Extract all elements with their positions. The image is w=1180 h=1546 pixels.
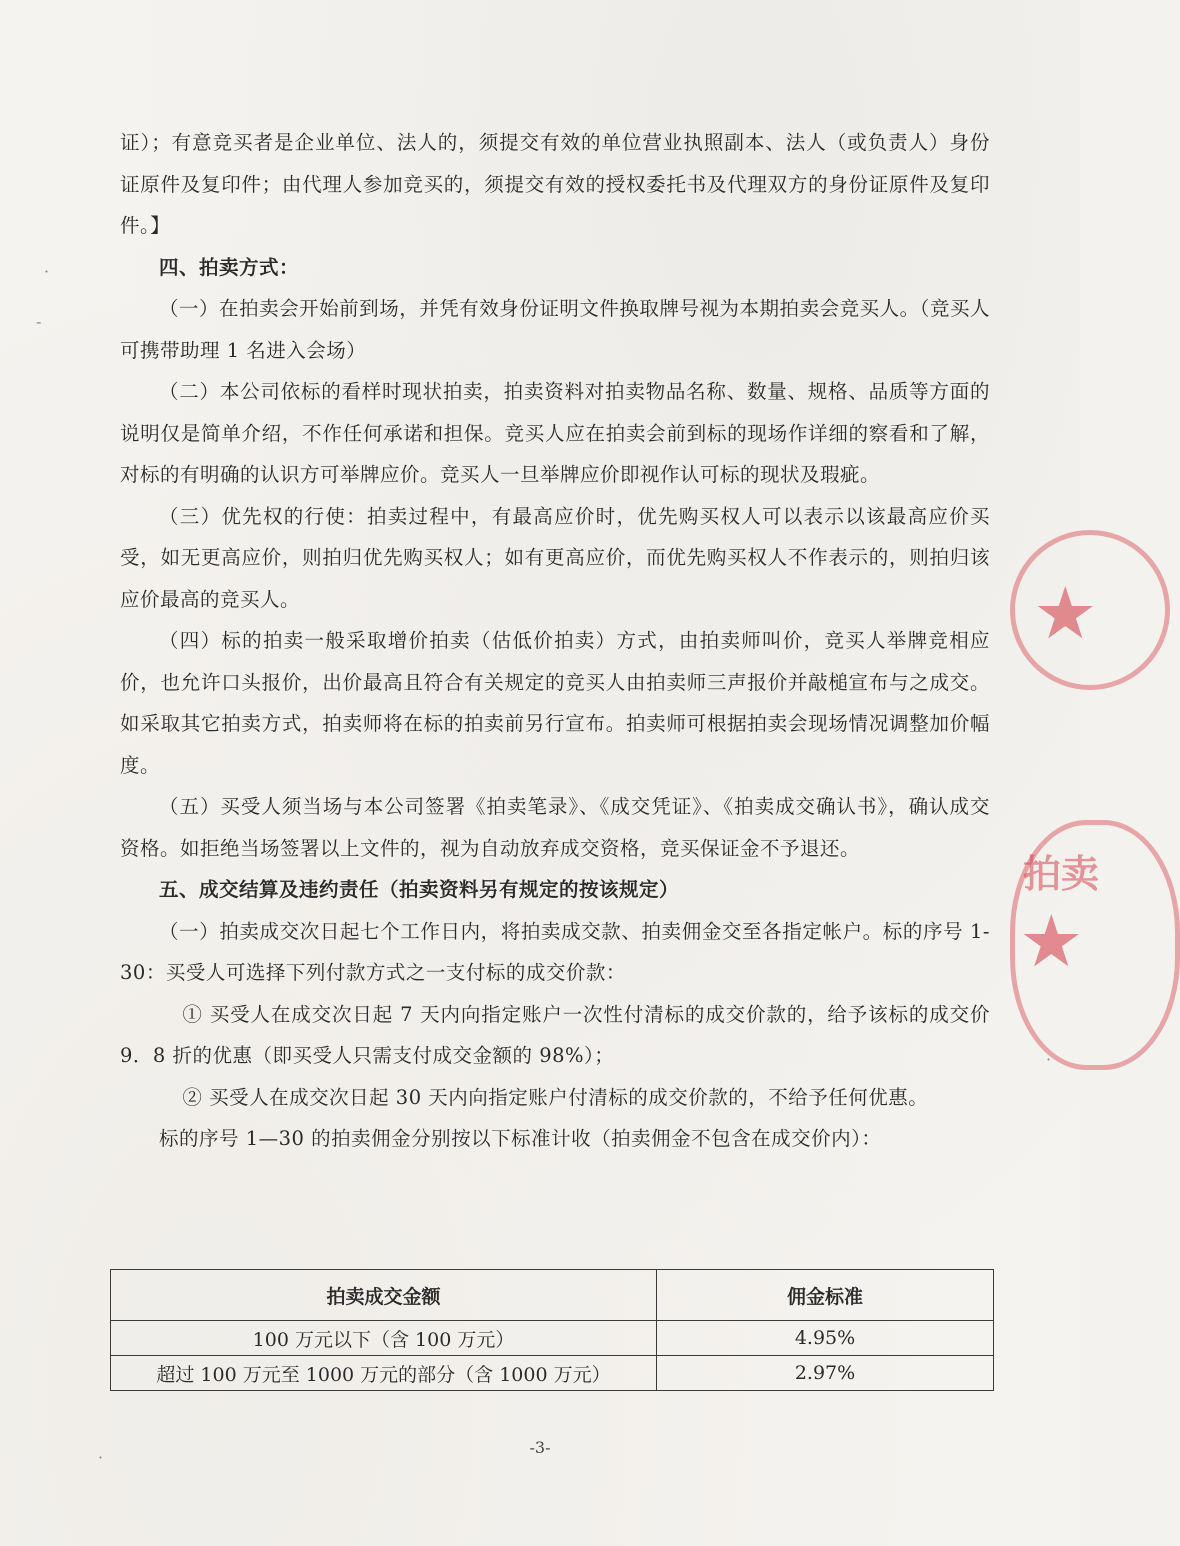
table-cell-amount: 超过 100 万元至 1000 万元的部分（含 1000 万元） [111,1356,657,1391]
table-row [111,1356,994,1391]
table-cell-rate: 2.97% [657,1356,994,1391]
table-cell-rate: 4.95% [657,1321,994,1356]
section-heading-4: 四、拍卖方式： [159,255,300,279]
seal-stamp-upper [1010,530,1170,690]
scan-speck: · [44,262,50,281]
paragraph-5-2: 标的序号 1—30 的拍卖佣金分别按以下标准计收（拍卖佣金不包含在成交价内）： [159,1127,882,1150]
table-cell-amount: 100 万元以下（含 100 万元） [111,1321,657,1356]
commission-table [110,1269,994,1391]
paragraph-4-2: （二）本公司依标的看样时现状拍卖，拍卖资料对拍卖物品名称、数量、规格、品质等方面的说明仅是简单介绍，不作任何承诺和担保。竞买人应在拍卖会前到标的现场作详细的察看和了解，对标的有明确的认识方可举牌应价。竞买人一旦举牌应价即视作认可标的现状及瑕疵。 [120,380,990,486]
paragraph-4-5: （五）买受人须当场与本公司签署《拍卖笔录》、《成交凭证》、《拍卖成交确认书》，确认成交资格。如拒绝当场签署以上文件的，视为自动放弃成交资格，竞买保证金不予退还。 [120,795,990,860]
table-row [111,1321,994,1356]
table-header-amount: 拍卖成交金额 [111,1270,657,1321]
paragraph-4-1: （一）在拍卖会开始前到场，并凭有效身份证明文件换取牌号视为本期拍卖会竞买人。（竞买人可携带助理 1 名进入会场） [120,297,990,362]
document-body [120,122,990,1160]
paragraph-5-1-option-b: ② 买受人在成交次日起 30 天内向指定账户付清标的成交价款的，不给予任何优惠。 [182,1085,929,1109]
seal-star-icon: ★ [1033,571,1098,655]
page-number: -3- [529,1438,551,1457]
seal-stamp-lower [1010,820,1180,1070]
seal-text: 拍卖 [1023,851,1100,896]
table-header-rate: 佣金标准 [657,1270,994,1321]
paragraph-4-3: （三）优先权的行使：拍卖过程中，有最高应价时，优先购买权人可以表示以该最高应价买受，如无更高应价，则拍归优先购买权人；如有更高应价，而优先购买权人不作表示的，则拍归该应价最高的竞买人。 [120,504,990,611]
paragraph-5-1: （一）拍卖成交次日起七个工作日内，将拍卖成交款、拍卖佣金交至各指定帐户。标的序号 1-30：买受人可选择下列付款方式之一支付标的成交价款： [120,919,990,984]
scan-speck: - [36,312,42,331]
paragraph-continued: 证）；有意竞买者是企业单位、法人的，须提交有效的单位营业执照副本、法人（或负责人）身份证原件及复印件；由代理人参加竞买的，须提交有效的授权委托书及代理双方的身份证原件及复印件。】 [120,131,990,237]
seal-star-icon: ★ [1019,899,1084,983]
scan-speck: · [1046,1050,1052,1069]
section-heading-5: 五、成交结算及违约责任（拍卖资料另有规定的按该规定） [159,878,680,901]
table-header-row [111,1270,994,1321]
paragraph-4-4: （四）标的拍卖一般采取增价拍卖（估低价拍卖）方式，由拍卖师叫价，竞买人举牌竞相应价，也允许口头报价，出价最高且符合有关规定的竞买人由拍卖师三声报价并敲槌宣布与之成交。如采取其它拍卖方式，拍卖师将在标的拍卖前另行宣布。拍卖师可根据拍卖会现场情况调整加价幅度。 [120,629,990,777]
paragraph-5-1-option-a: ① 买受人在成交次日起 7 天内向指定账户一次性付清标的成交价款的，给予该标的成交价 9．8 折的优惠（即买受人只需支付成交金额的 98%）； [120,1002,990,1067]
scan-speck: · [98,1448,104,1467]
